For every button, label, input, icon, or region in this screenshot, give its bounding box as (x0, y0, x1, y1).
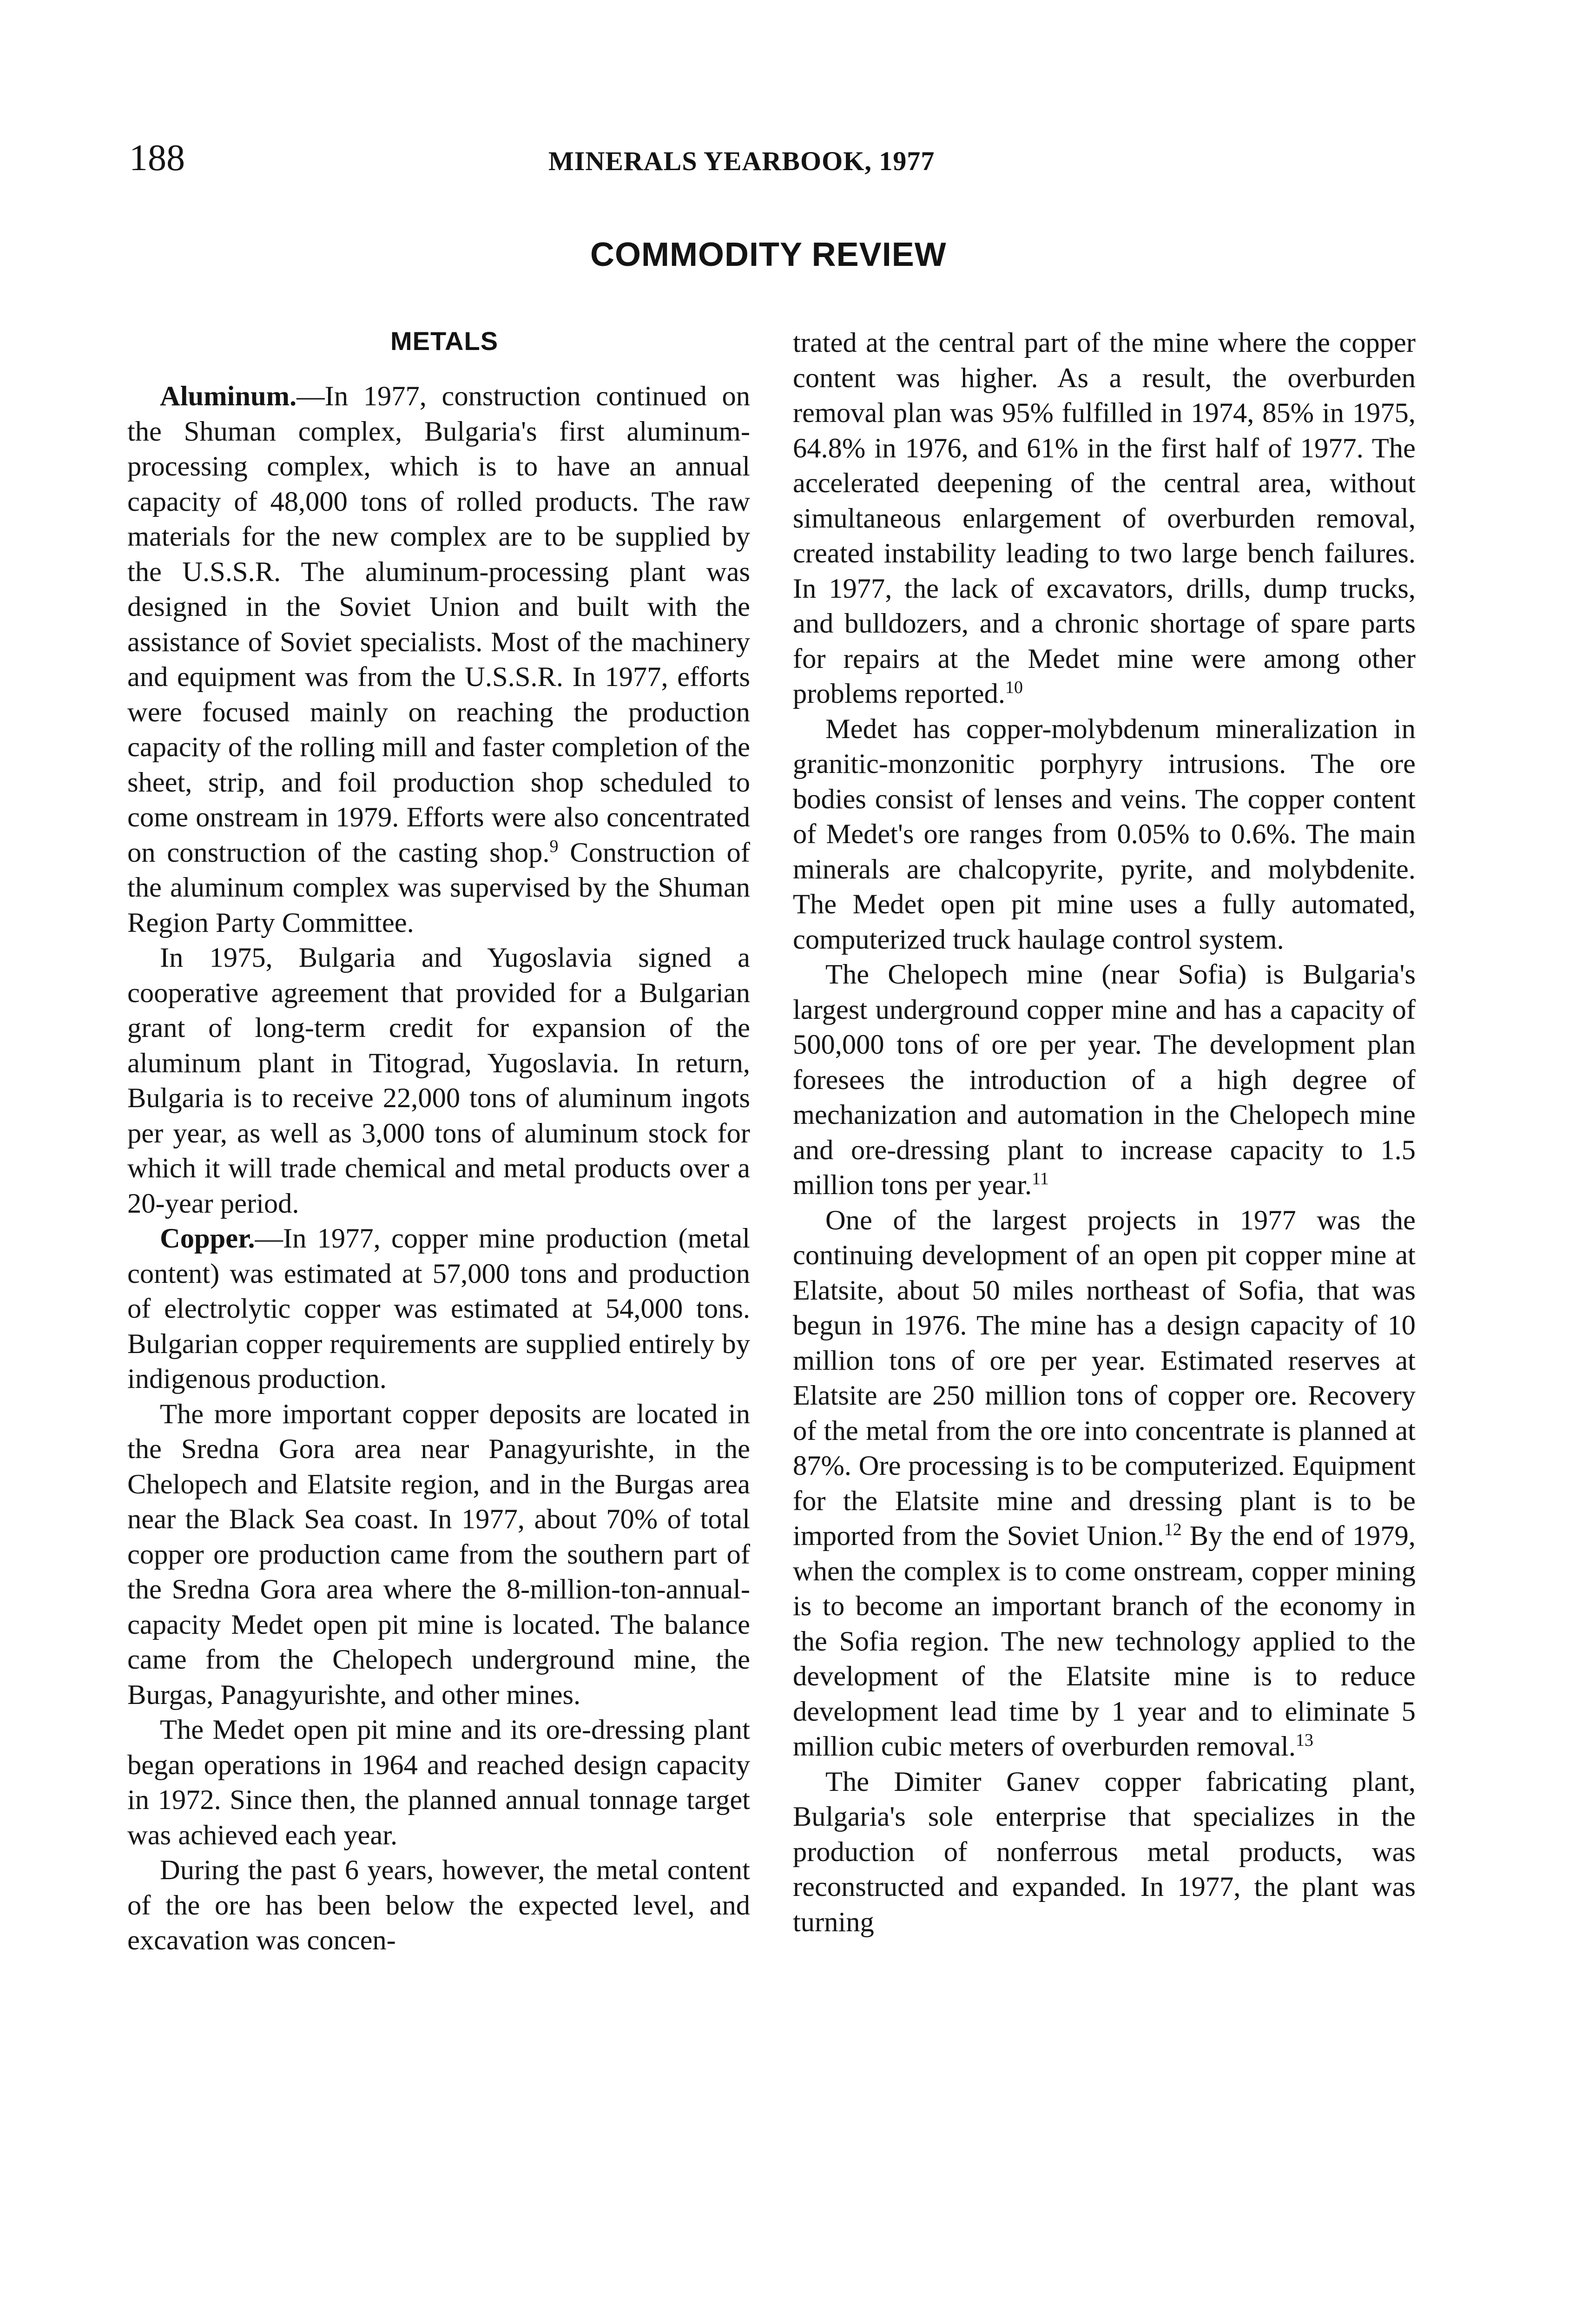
run-in-heading-copper: Copper. (160, 1223, 255, 1254)
paragraph: The Medet open pit mine and its ore-dressing plant began operations in 1964 and reached design capacity in 1972. Since then, the planned annual tonnage target was achieved each year. (127, 1714, 750, 1851)
footnote-ref-13[interactable]: 13 (1295, 1730, 1313, 1750)
paragraph: The Dimiter Ganev copper fabricating plant, Bulgaria's sole enterprise that specializes in the production of nonferrous metal products, was reconstructed and expanded. In 1977, the plant was turning (793, 1766, 1416, 1938)
footnote-ref-11[interactable]: 11 (1032, 1169, 1049, 1188)
footnote-ref-9[interactable]: 9 (549, 836, 559, 856)
paragraph (793, 1203, 1416, 1764)
paragraph-text: One of the largest projects in 1977 was the continuing development of an open pit copper mine at Elatsite, about 50 miles northeast of Sofia, that was begun in 1976. The mine has a design capacity of 10 million tons of ore per year. Estimated reserves at Elatsite are 250 million tons of copper ore. Recovery of the metal from the ore into concentrate is planned at 87%. Ore processing is to be computerized. Equipment for the Elatsite mine and dressing plant is to be imported from the Soviet Union. (793, 1204, 1416, 1552)
paragraph-text: By the end of 1979, when the complex is to come onstream, copper mining is to become an important branch of the economy in the Sofia region. The new technology applied to the development of the Elatsite mine is to reduce development lead time by 1 year and to eliminate 5 million cubic meters of overburden removal. (793, 1520, 1416, 1762)
paragraph-aluminum (127, 379, 750, 940)
left-column (127, 379, 750, 1958)
paragraph: In 1975, Bulgaria and Yugoslavia signed a cooperative agreement that provided for a Bulgarian grant of long-term credit for expansion of the aluminum plant in Titograd, Yugoslavia. In return, Bulgaria is to receive 22,000 tons of aluminum ingots per year, as well as 3,000 tons of aluminum stock for which it will trade chemical and metal products over a 20-year period. (127, 942, 750, 1219)
footnote-ref-10[interactable]: 10 (1005, 677, 1023, 697)
page-number: 188 (129, 138, 185, 178)
paragraph-text: —In 1977, construction continued on the Shuman complex, Bulgaria's first aluminum-processing complex, which is to have an annual capacity of 48,000 tons of rolled products. The raw materials for the new complex are to be supplied by the U.S.S.R. The aluminum-processing plant was designed in the Soviet Union and built with the assistance of Soviet specialists. Most of the machinery and equipment was from the U.S.S.R. In 1977, efforts were focused mainly on reaching the production capacity of the rolling mill and faster completion of the sheet, strip, and foil production shop scheduled to come onstream in 1979. Efforts were also concentrated on construction of the casting shop. (127, 381, 750, 868)
paragraph: The more important copper deposits are located in the Sredna Gora area near Panagyurishte, in the Chelopech and Elatsite region, and in the Burgas area near the Black Sea coast. In 1977, about 70% of total copper ore production came from the southern part of the Sredna Gora area where the 8-million-ton-annual-capacity Medet open pit mine is located. The balance came from the Chelopech underground mine, the Burgas, Panagyurishte, and other mines. (127, 1398, 750, 1710)
paragraph-text: trated at the central part of the mine where the copper content was higher. As a result, the overburden removal plan was 95% fulfilled in 1974, 85% in 1975, 64.8% in 1976, and 61% in the first half of 1977. The accelerated deepening of the central area, without simultaneous enlargement of overburden removal, created instability leading to two large bench failures. In 1977, the lack of excavators, drills, dump trucks, and bulldozers, and a chronic shortage of spare parts for repairs at the Medet mine were among other problems reported. (793, 327, 1416, 709)
run-in-heading-aluminum: Aluminum. (160, 381, 297, 412)
subsection-title: METALS (390, 326, 499, 356)
paragraph (793, 957, 1416, 1203)
paragraph-text: —In 1977, copper mine production (metal content) was estimated at 57,000 tons and production of electrolytic copper was estimated at 54,000 tons. Bulgarian copper requirements are supplied entirely by indigenous production. (127, 1223, 750, 1394)
paragraph-continued (793, 325, 1416, 712)
right-column (793, 325, 1416, 1940)
paragraph: Medet has copper-molybdenum mineralization in granitic-monzonitic porphyry intrusions. The ore bodies consist of lenses and veins. The copper content of Medet's ore ranges from 0.05% to 0.6%. The main minerals are chalcopyrite, pyrite, and molybdenite. The Medet open pit mine uses a fully automated, computerized truck haulage control system. (793, 713, 1416, 955)
paragraph: During the past 6 years, however, the metal content of the ore has been below the expected level, and excavation was concen- (127, 1855, 750, 1956)
paragraph-text: The Chelopech mine (near Sofia) is Bulgaria's largest underground copper mine and has a capacity of 500,000 tons of ore per year. The development plan foresees the introduction of a high degree of mechanization and automation in the Chelopech mine and ore-dressing plant to increase capacity to 1.5 million tons per year. (793, 959, 1416, 1201)
paragraph-copper (127, 1221, 750, 1397)
footnote-ref-12[interactable]: 12 (1164, 1519, 1182, 1539)
paragraph-text: Construction of the aluminum complex was supervised by the Shuman Region Party Committee. (127, 837, 750, 938)
running-title: MINERALS YEARBOOK, 1977 (548, 146, 935, 176)
section-title: COMMODITY REVIEW (590, 236, 947, 273)
